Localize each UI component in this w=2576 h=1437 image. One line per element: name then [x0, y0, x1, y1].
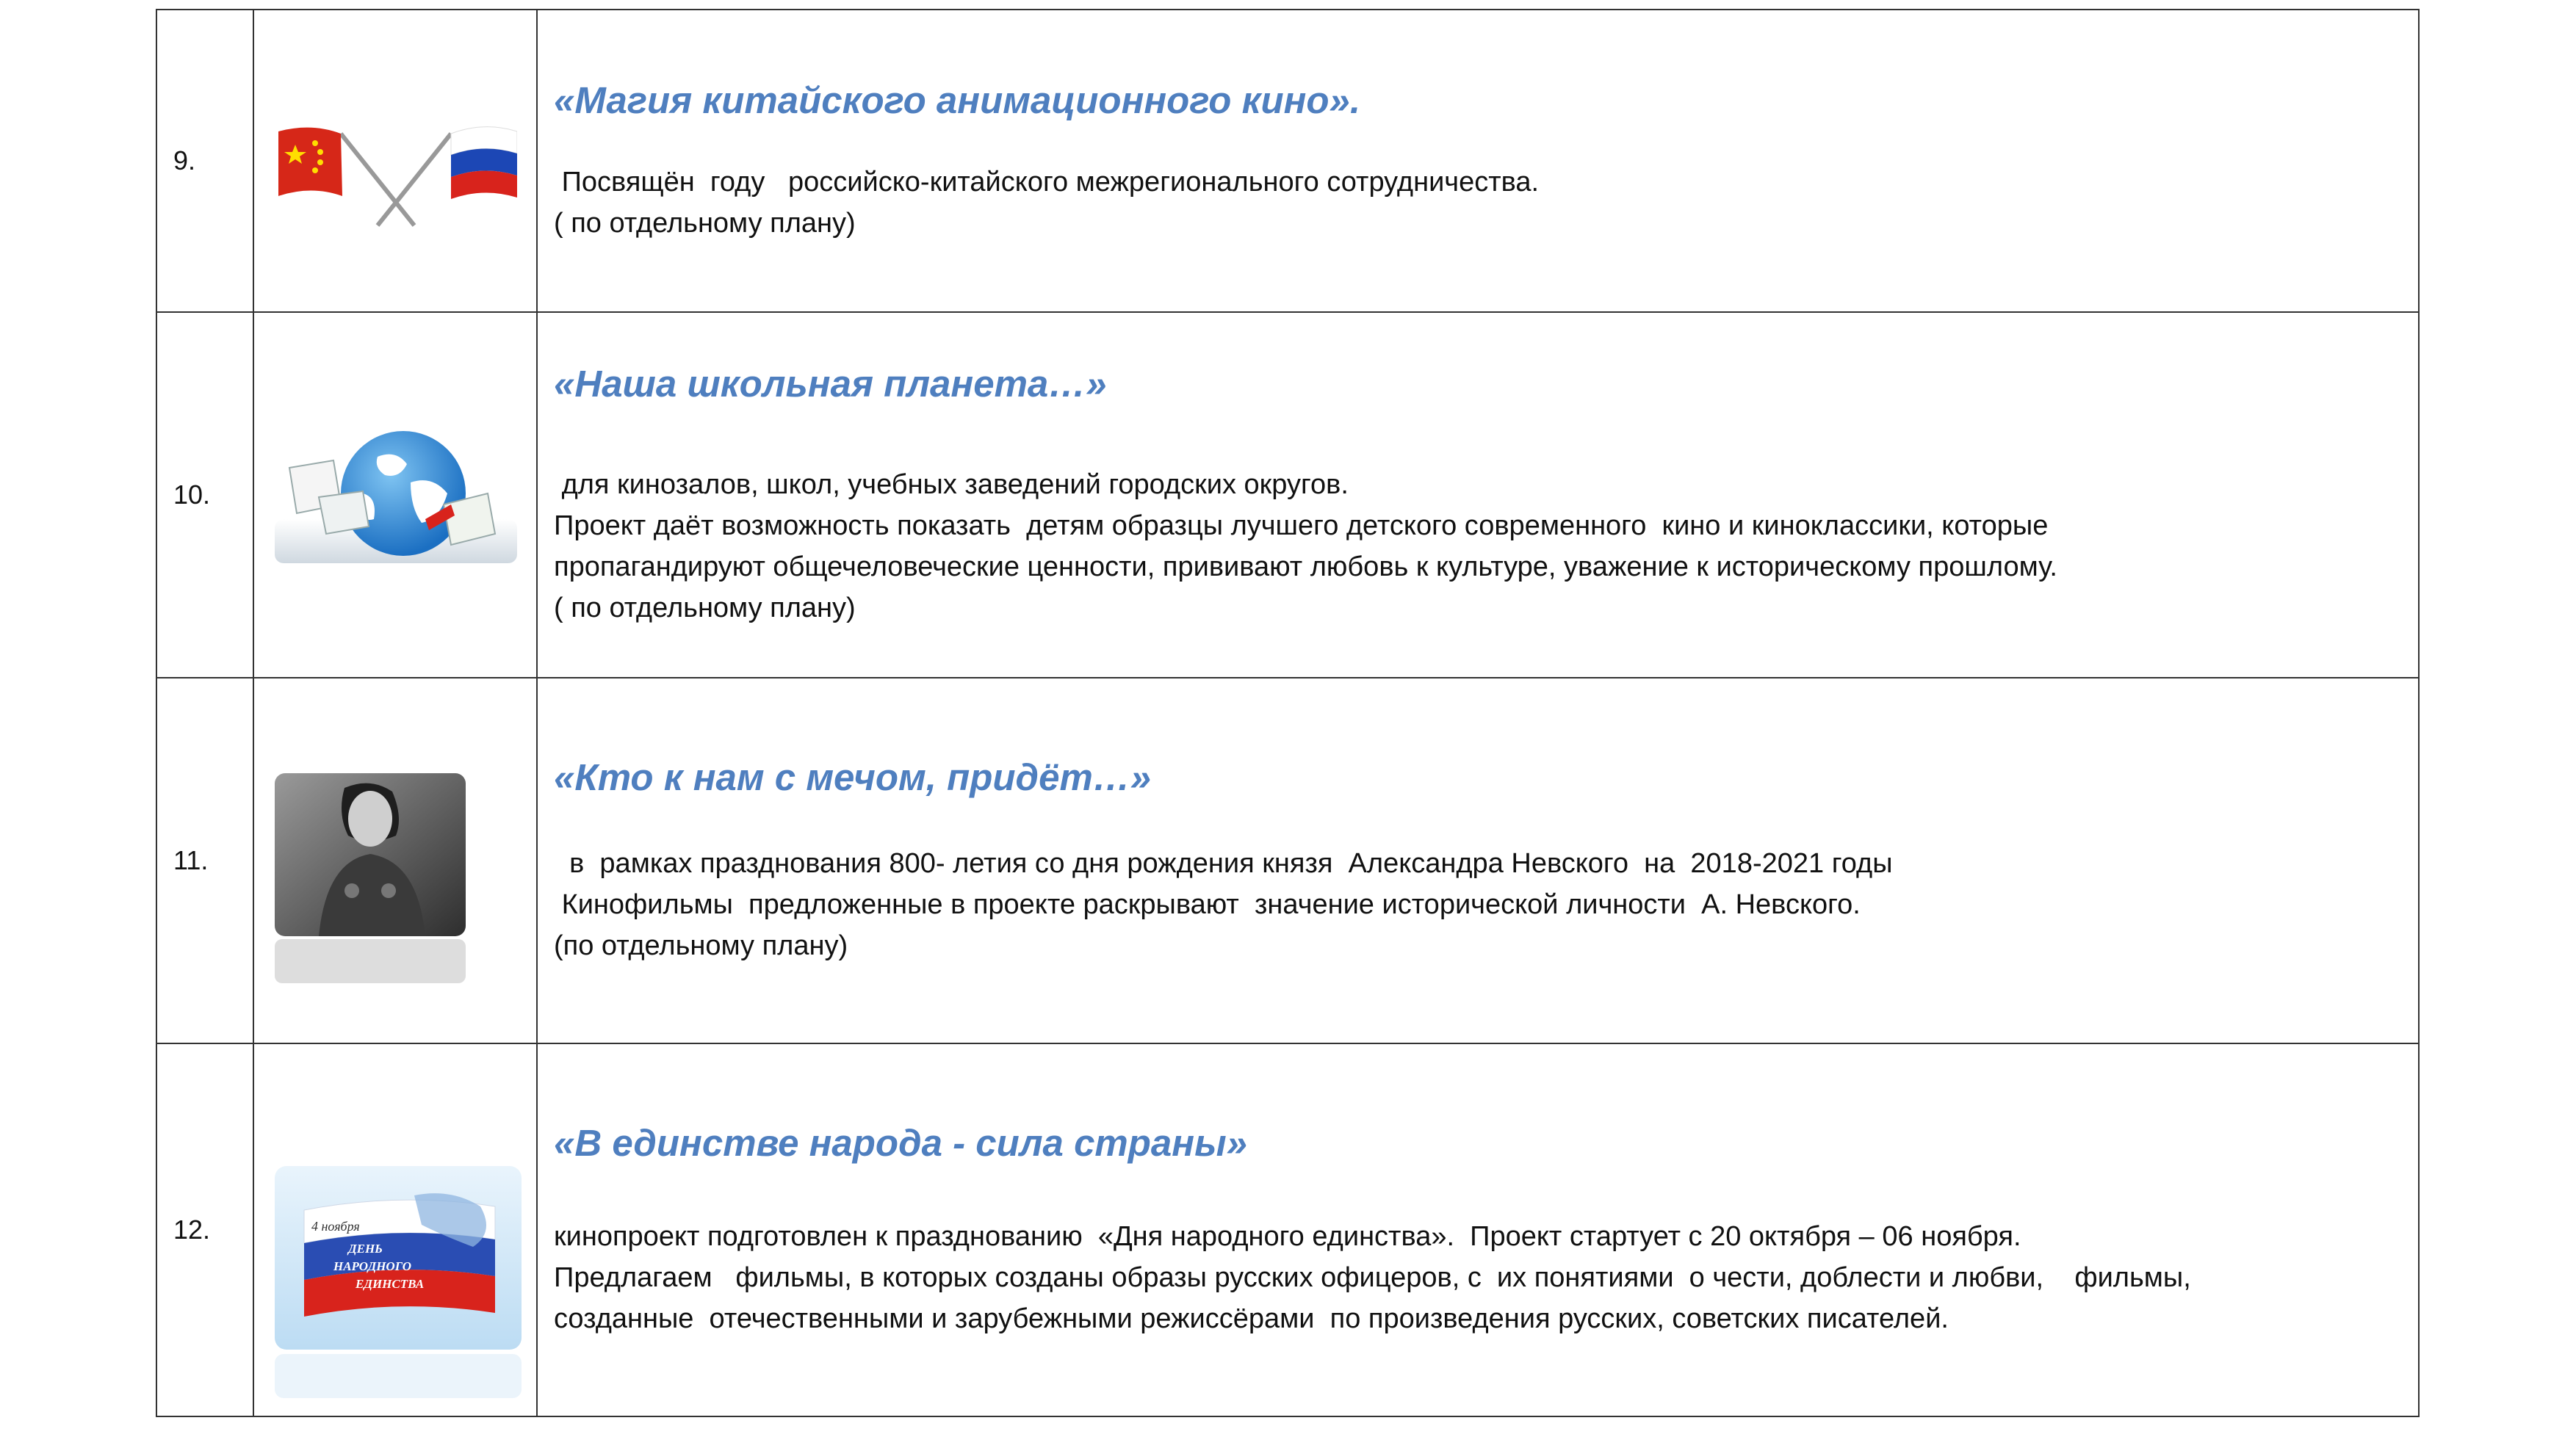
project-title: «В единстве народа - сила страны» — [554, 1121, 1248, 1164]
project-description: в рамках празднования 800- летия со дня рождения князя Александра Невского на 2018-2021 годы — [554, 847, 1893, 879]
project-description: Посвящён году российско-китайского межрегионального сотрудничества. — [554, 166, 1540, 198]
project-title: «Магия китайского анимационного кино». — [554, 79, 1361, 121]
row-content — [537, 678, 2419, 1043]
row-number: 12. — [156, 1043, 253, 1416]
project-description: ( по отдельному плану) — [554, 207, 856, 239]
row-image-cell — [253, 10, 537, 312]
table-row — [156, 10, 2419, 312]
project-title: «Наша школьная планета…» — [554, 362, 1107, 405]
project-title: «Кто к нам с мечом, придёт…» — [554, 756, 1152, 798]
project-description: для кинозалов, школ, учебных заведений городских округов. — [554, 468, 1349, 500]
alexander-nevsky-photo — [275, 773, 466, 990]
project-description: (по отдельному плану) — [554, 930, 848, 961]
table-row — [156, 1043, 2419, 1416]
project-description: Кинофильмы предложенные в проекте раскрывают значение исторической личности А. Невского. — [554, 888, 1861, 920]
row-image-cell — [253, 312, 537, 678]
row-number: 9. — [156, 10, 253, 312]
row-image-cell — [253, 678, 537, 1043]
project-description: пропагандируют общечеловеческие ценности, прививают любовь к культуре, уважение к историческому прошлому. — [554, 551, 2057, 582]
banner-unity-text: ЕДИНСТВА — [356, 1276, 425, 1291]
row-image-cell — [253, 1043, 537, 1416]
banner-day-text: ДЕНЬ — [348, 1241, 383, 1256]
project-description: ( по отдельному плану) — [554, 592, 856, 623]
table-row — [156, 312, 2419, 678]
project-description: Проект даёт возможность показать детям образцы лучшего детского современного кино и киноклассики, которые — [554, 510, 2049, 541]
national-unity-day-banner — [275, 1166, 522, 1405]
row-number: 10. — [156, 312, 253, 678]
banner-people-text: НАРОДНОГО — [333, 1259, 412, 1273]
project-description: Предлагаем фильмы, в которых созданы образы русских офицеров, с их понятиями о чести, доблести и любви, фильмы, — [554, 1262, 2191, 1293]
row-content — [537, 10, 2419, 312]
project-description: созданные отечественными и зарубежными режиссёрами по произведения русских, советских писателей. — [554, 1303, 1949, 1334]
banner-date-text: 4 ноября — [311, 1218, 360, 1234]
globe-books-icon — [275, 424, 517, 596]
china-russia-flags-icon — [275, 101, 517, 266]
row-number: 11. — [156, 678, 253, 1043]
projects-table — [156, 9, 2420, 1417]
project-description: кинопроект подготовлен к празднованию «Дня народного единства». Проект стартует с 20 октября – 06 ноября. — [554, 1220, 2021, 1252]
row-content — [537, 1043, 2419, 1416]
table-row — [156, 678, 2419, 1043]
row-content — [537, 312, 2419, 678]
